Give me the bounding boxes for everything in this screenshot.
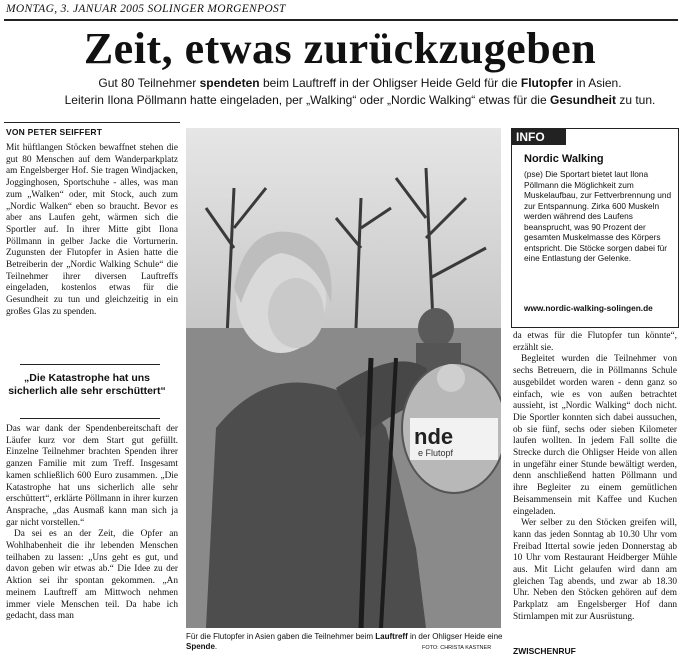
pullquote-rule-bottom xyxy=(20,418,160,419)
article-column-1-top xyxy=(6,143,178,319)
byline-rule xyxy=(4,122,180,123)
jar-label: nde xyxy=(414,424,454,449)
paragraph: Das war dank der Spendenbereitschaft der Läufer kurz vor dem Start gut gefüllt. Einzelne Teilnehmer brachten Spenden ihrer ganzen Familie mit zum Treff. Insgesamt kamen schließlich 600 Euro zusammen. „Die Katastrophe hat uns sicherlich alle sehr erschüttert“, erklärte Pöllmann in ihrer kurzen Ansprache, „das Ausmaß kann man sich ja gar nicht vorstellen.“ xyxy=(6,424,178,528)
paragraph: Da sei es an der Zeit, die Opfer an Wohlhabenheit die ihr lebenden Menschen teilhaben zu lassen: „Uns geht es gut, und davon geben wir etwas ab.“ Die Idee zu der Aktion sei ihr spontan gekommen. „An meinem Lauftreff am Mittwoch nehmen immer viele Menschen teil. Da habe ich gedacht, dass man xyxy=(6,529,178,622)
article-column-1-bottom xyxy=(6,424,178,623)
pullquote-rule-top xyxy=(20,364,160,365)
info-body: (pse) Die Sportart bietet laut Ilona Pöllmann die Möglichkeit zum Muskelaufbau, zur Fettverbrennung und zur Entspannung. Zirka 600 Muskeln werden während des Laufens beansprucht, was 90 Prozent der gesamten Muskelmasse des Körpers entspricht. Die Stöcke sorgen dabei für eine Entlastung der Gelenke. xyxy=(524,169,672,263)
news-photo xyxy=(186,128,501,628)
paragraph: Begleitet wurden die Teilnehmer von sechs Betreuern, die in Pöllmanns Schule ausgebildet worden waren - denn ganz so einfach, wie es von außen betrachtet aussieht, ist „Nordic Walking“ doch nicht. Die Sportler konnten sich dabei aussuchen, ob sie fünf, sechs oder sieben Kilometer laufen wollten. In jedem Fall sollte die Strecke durch die Ohligser Heide von allen in ungefähr einer Stunde bewältigt werden, denn anschließend hatten Pöllmann und ihre Begleiter zu einem gemütlichen Beisammensein mit Kaffee und Kuchen eingeladen. xyxy=(513,354,677,517)
info-tag: INFO xyxy=(512,129,566,145)
pullquote: „Die Katastrophe hat uns sicherlich alle sehr erschüttert“ xyxy=(8,372,166,397)
deck xyxy=(60,75,660,109)
info-title: Nordic Walking xyxy=(524,153,604,165)
photo-illustration xyxy=(186,128,501,628)
paragraph: da etwas für die Flutopfer tun könnte“, erzählt sie. xyxy=(513,331,677,353)
jar-sublabel: e Flutopf xyxy=(418,448,454,458)
paragraph: Mit hüftlangen Stöcken bewaffnet stehen die gut 80 Menschen auf dem Wanderparkplatz am Engelsberger Hof. Sie tragen Windjacken, Jogginghosen, Sportschuhe - alles, was man zum „Walken“ oder, mit Stock, auch zum „Nordic Walken“ eben so braucht. Bevor es aber ans Laufen geht, wärmen sich die Sportler auf. In ihrer Mitte gibt Ilona Pöllmann in gelber Jacke die Vorturnerin. Zugunsten der Flutopfer in Asien hatte die Betreiberin der „Nordic Walking Schule“ die Teilnehmer ihrer diversen Lauftreffs eingeladen, kostenlos etwas für die Gesundheit zu tun und gleichzeitig in ein großes Glas zu spenden. xyxy=(6,143,178,317)
deck-line-1: Gut 80 Teilnehmer spendeten beim Lauftreff in der Ohligser Heide Geld für die Flutopfer in Asien. xyxy=(98,76,622,90)
photo-caption: Für die Flutopfer in Asien gaben die Teilnehmer beim Lauftreff in der Ohligser Heide eine Spende. xyxy=(186,632,503,651)
section-tag: ZWISCHENRUF xyxy=(513,646,576,656)
masthead: MONTAG, 3. JANUAR 2005 SOLINGER MORGENPOST xyxy=(6,3,286,15)
masthead-rule xyxy=(4,19,678,21)
info-url: www.nordic-walking-solingen.de xyxy=(524,303,653,313)
deck-line-2: Leiterin Ilona Pöllmann hatte eingeladen, per „Walking“ oder „Nordic Walking“ etwas für die Gesundheit zu tun. xyxy=(64,93,656,107)
info-box xyxy=(511,128,679,328)
photo-credit: FOTO: CHRISTA KASTNER xyxy=(422,645,492,651)
article-column-3 xyxy=(513,331,677,624)
paragraph: Wer selber zu den Stöcken greifen will, kann das jeden Sonntag ab 10.30 Uhr vom Freibad Ittertal sowie jeden Donnerstag ab 10 Uhr vom Restaurant Heidberger Mühle aus. Mit Licht gelaufen wird dann am gleichen Tag abends, und zwar ab 18.30 Uhr. Neben den Stöcken gehören auf dem Parkplatz am Engelsberger Hof dann Stirnlampen mit zur Ausrüstung. xyxy=(513,518,677,622)
byline: VON PETER SEIFFERT xyxy=(6,127,103,137)
headline: Zeit, etwas zurückzugeben xyxy=(83,24,597,73)
